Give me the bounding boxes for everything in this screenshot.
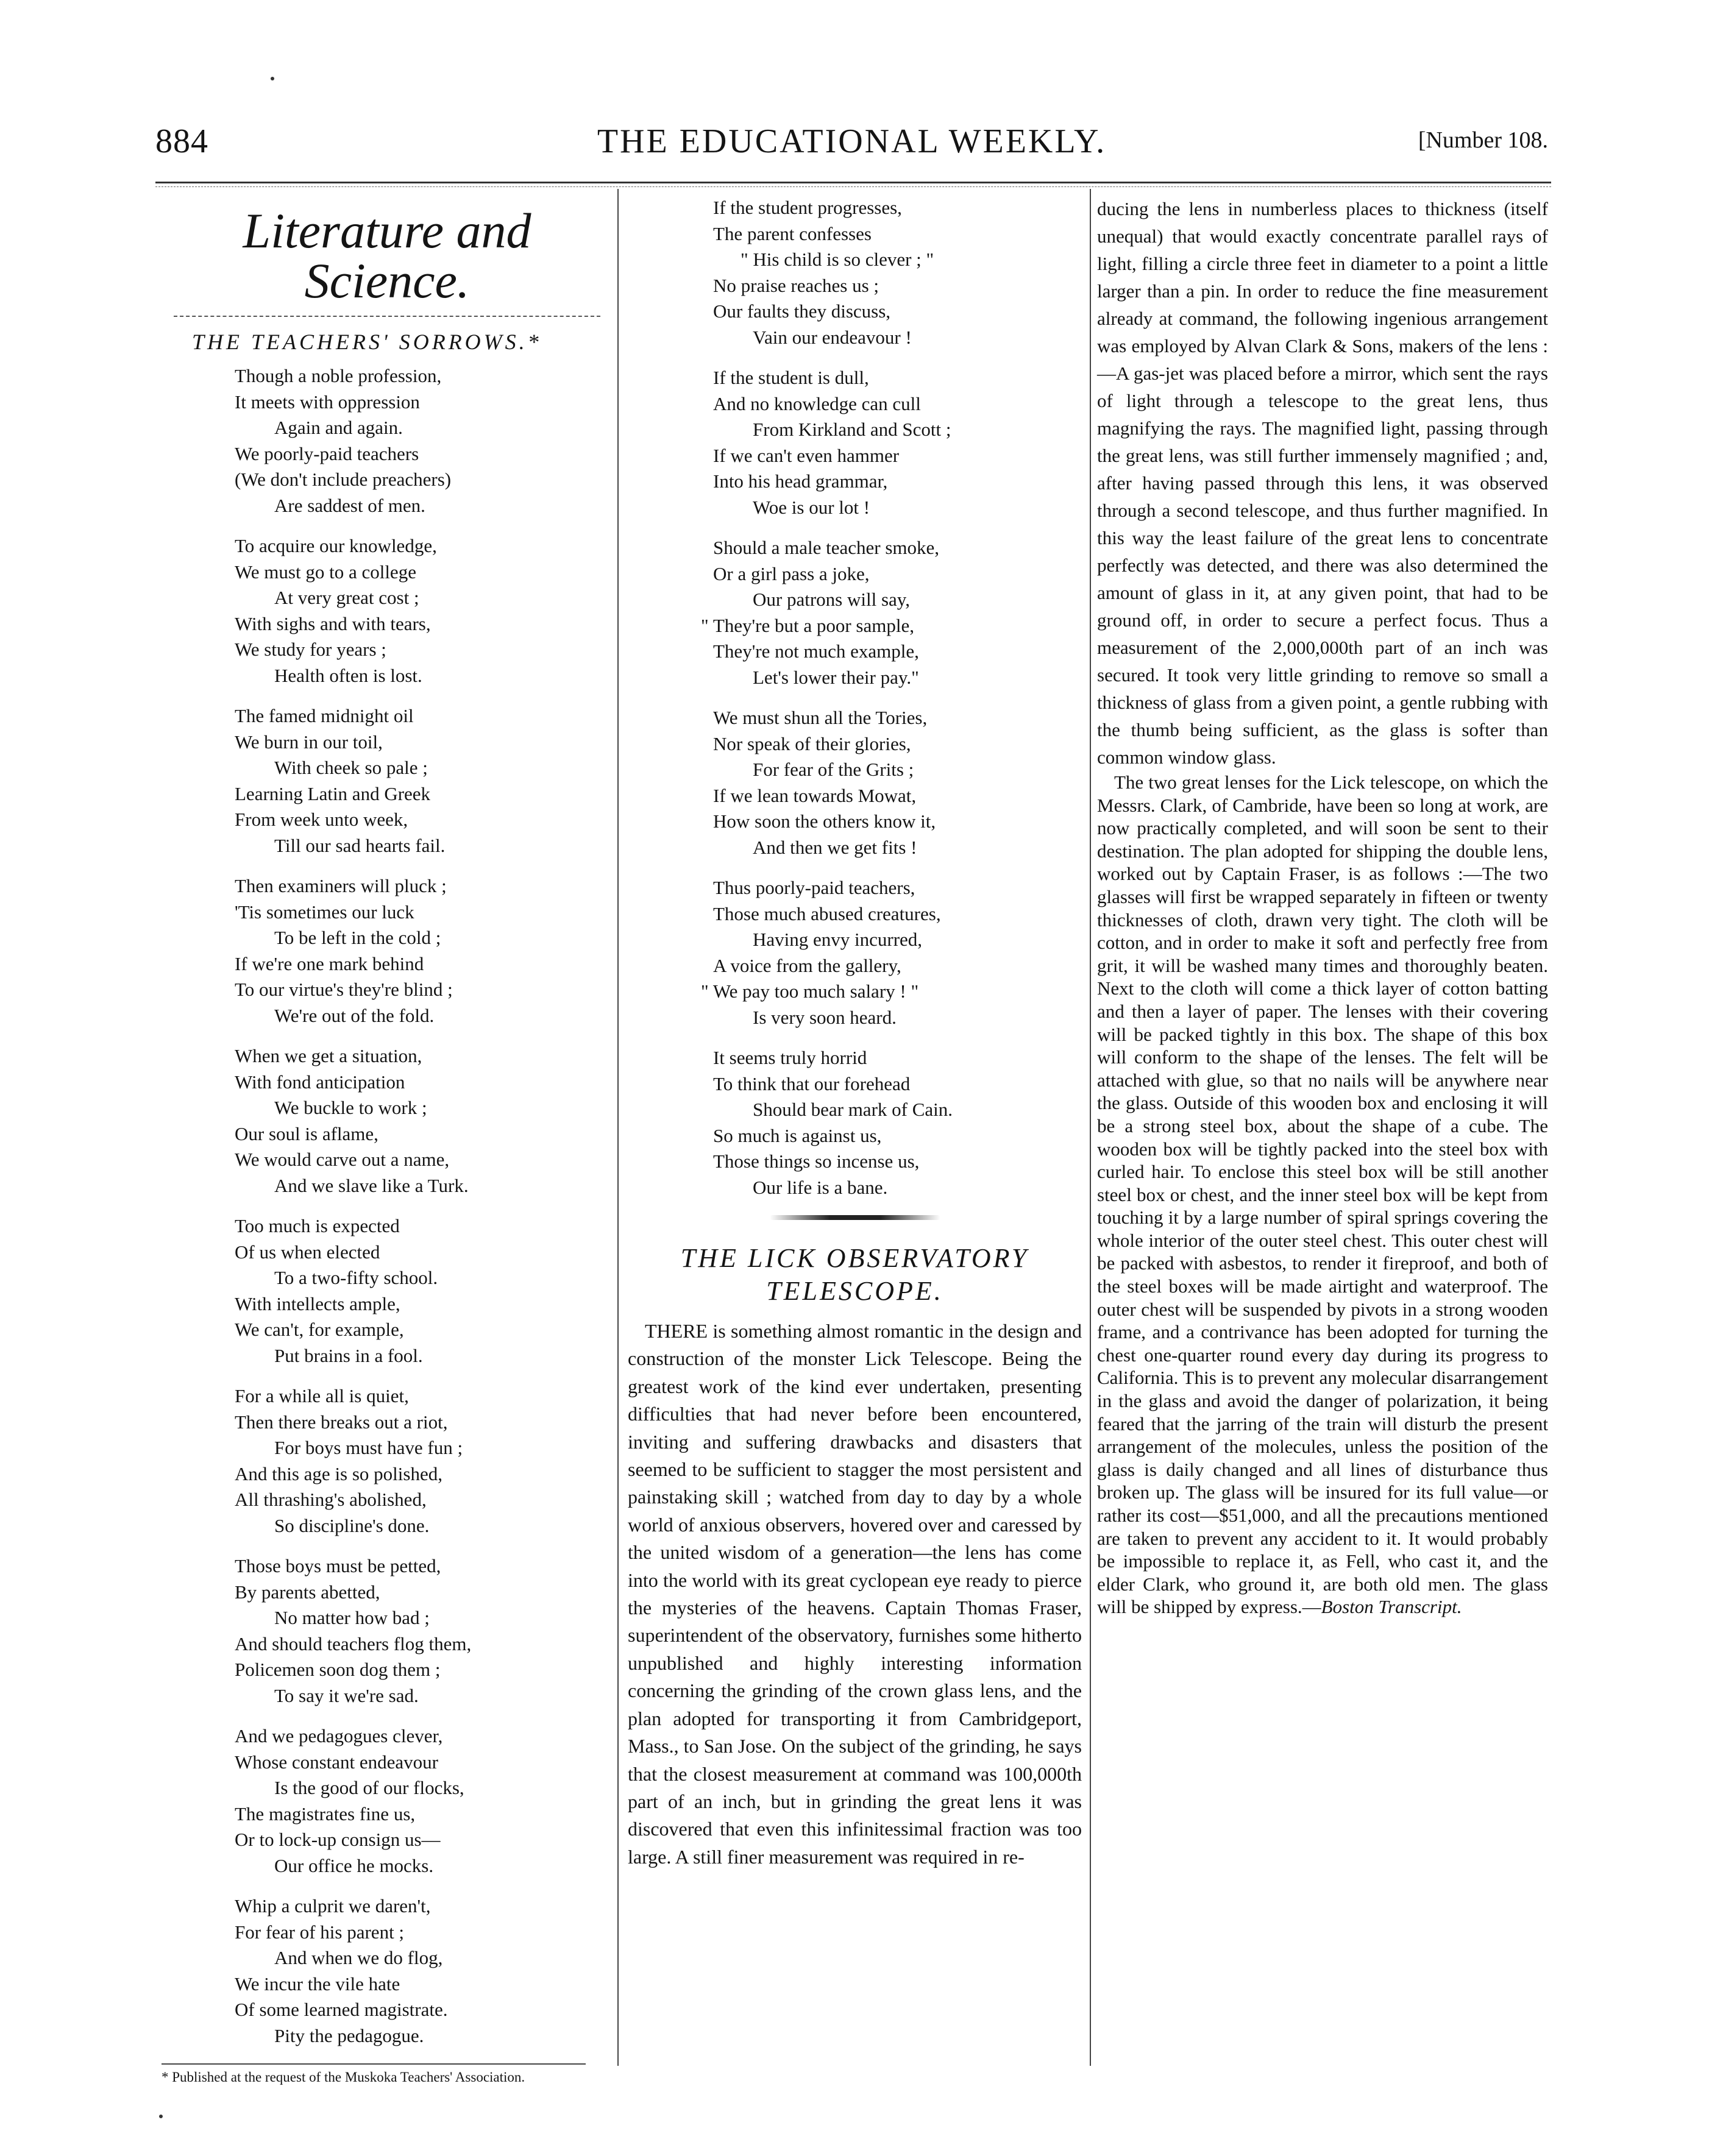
poem-line: Is very soon heard. <box>753 1006 897 1028</box>
poem-line: Our office he mocks. <box>274 1854 434 1876</box>
poem-line: Nor speak of their glories, <box>713 732 911 754</box>
publication-title: THE EDUCATIONAL WEEKLY. <box>597 122 1107 160</box>
poem-line: We poorly-paid teachers <box>235 442 419 464</box>
poem-line: And should teachers flog them, <box>235 1633 472 1654</box>
poem-line: If we can't even hammer <box>713 444 900 466</box>
poem-line: To acquire our knowledge, <box>235 535 437 556</box>
article-lead-word: THERE <box>645 1320 708 1342</box>
poem-line: " His child is so clever ; " <box>741 249 934 270</box>
footnote-rule <box>162 2063 586 2065</box>
poem-line: Having envy incurred, <box>753 929 923 950</box>
column-3 <box>1097 195 1548 1619</box>
poem-line: With cheek so pale ; <box>274 757 428 778</box>
header-rule-dashed <box>155 186 1551 187</box>
poem-line: Till our sad hearts fail. <box>274 834 446 856</box>
stray-mark-top <box>271 77 274 80</box>
poem-line: (We don't include preachers) <box>235 469 452 490</box>
poem-line: They're not much example, <box>713 640 919 662</box>
stanza <box>162 363 613 519</box>
poem-line: We're out of the fold. <box>274 1004 435 1026</box>
poem-line: Our soul is aflame, <box>235 1122 378 1144</box>
stray-mark-bottom <box>159 2115 163 2118</box>
stanza <box>628 875 1082 1030</box>
article-title: THE LICK OBSERVATORY TELESCOPE. <box>680 1243 1029 1306</box>
stanza <box>628 705 1082 860</box>
poem-line: And this age is so polished, <box>235 1463 442 1484</box>
poem-line: We burn in our toil, <box>235 731 383 753</box>
poem-line: Then there breaks out a riot, <box>235 1411 448 1433</box>
poem-line: The magistrates fine us, <box>235 1803 416 1824</box>
poem-line: To say it we're sad. <box>274 1684 419 1706</box>
poem-line: If we lean towards Mowat, <box>713 784 917 806</box>
poem-line: No matter how bad ; <box>274 1607 430 1628</box>
heading-rule <box>174 316 600 317</box>
poem-line: And we pedagogues clever, <box>235 1725 443 1746</box>
stanza <box>628 535 1082 690</box>
stanza <box>162 1383 613 1539</box>
poem-line: Whip a culprit we daren't, <box>235 1895 431 1917</box>
poem-line: Of us when elected <box>235 1241 380 1263</box>
poem-line: We must go to a college <box>235 561 416 583</box>
article-paragraph-1-text: is something almost romantic in the design and construction of the monster Lick Telescope. Being the greatest work of the kind ever undertaken, presenting difficulties that had never before been encountered, inviting and suffering drawbacks and disasters that seemed to be sufficient to stagger the most persistent and painstaking skill ; watched from day to day by a whole world of anxious observers, hovered over and caressed by the united wisdom of a generation—the lens has come into the world with its great cyclopean eye ready to pierce the mysteries of the heavens. Captain Thomas Fraser, superintendent of the observatory, furnishes some hitherto unpublished and highly interesting information concerning the grinding of the crown glass lens, and the plan adopted for transporting it from Cambridgeport, Mass., to San Jose. On the subject of the grinding, he says that the closest measurement at command was 100,000th part of an inch, but in grinding the great lens it was discovered that even this infinitessimal fraction was too large. A still finer measurement was required in re- <box>628 1320 1082 1868</box>
poem-line: We must shun all the Tories, <box>713 707 928 728</box>
article-paragraph-continued: ducing the lens in numberless places to thickness (itself unequal) that would exactly concentrate parallel rays of light, filling a circle three feet in diameter to a point a little larger than a pin. In order to reduce the fine measurement already at command, the following ingenious arrangement was employed by Alvan Clark & Sons, makers of the lens :—A gas-jet was placed before a mirror, which sent the rays of light through a telescope to the great lens, thus magnifying the rays. The magnified light, passing through the great lens, was still further immensely magnified ; and, after having passed through this lens, it was observed through a second telescope, and thus further magnified. In this way the least failure of the great lens to concentrate perfectly was detected, and there was also determined the amount of glass in it, at any given point, that had to be ground off, in order to secure a perfect focus. Thus a measurement of the 2,000,000th part of an inch was secured. It took very little grinding to remove so small a thickness of glass from a given point, a gentle rubbing with the thumb being sufficient, as the glass is softer than common window glass. <box>1097 198 1548 768</box>
poem-line: The parent confesses <box>713 222 872 244</box>
poem-line: And we slave like a Turk. <box>274 1174 469 1196</box>
poem-line: Though a noble profession, <box>235 365 442 386</box>
stanza <box>628 365 1082 520</box>
stanza <box>628 1045 1082 1200</box>
poem-line: With sighs and with tears, <box>235 612 431 634</box>
poem-line: Our faults they discuss, <box>713 300 891 322</box>
poem-line: We buckle to work ; <box>274 1097 427 1118</box>
poem-line: To be left in the cold ; <box>274 927 441 948</box>
poem-line: And when we do flog, <box>274 1947 443 1968</box>
section-ornament <box>770 1215 940 1220</box>
poem-line: From Kirkland and Scott ; <box>753 419 951 440</box>
article-paragraph-2-text: The two great lenses for the Lick telescope, on which the Messrs. Clark, of Cambride, have been so long at work, are now practically completed, and will soon be sent to their destination. The plan adopted for shipping the double lens, worked out by Captain Fraser, is as follows :—The two glasses will first be wrapped separately in fifteen or twenty thicknesses of cloth, drawn very tight. The cloth will be cotton, and in order to make it soft and perfectly free from grit, it will be washed many times and thoroughly beaten. Next to the cloth will come a thick layer of cotton batting and then a layer of paper. The lenses with their covering will be packed tightly in this box. The shape of this box will conform to the shape of the lenses. The felt will be attached with glue, so that no nails will be anywhere near the glass. Outside of this wooden box and enclosing it will be a strong steel box, about the shape of a cube. The wooden box will be tightly packed into the steel box with curled hair. To enclose this steel box will be still another steel box or chest, and the inner steel box will be kept from touching it by a large number of spiral springs covering the whole interior of the outer steel chest. This outer chest will be packed with asbestos, to render it fireproof, and both of the steel boxes will be made airtight and waterproof. The outer chest will be suspended by pivots in a strong wooden frame, and a contrivance has been adopted for turning the chest one-quarter round every day during its progress to California. This is to prevent any molecular disarrangement in the glass and avoid the danger of polarization, it being feared that the jarring of the train will disturb the present arrangement of the molecules, unless the position of the glass is daily changed and all lines of disturbance thus broken up. The glass will be insured for its full value—or rather its cost—$51,000, and all the precautions mentioned are taken to prevent any accident to it. It would probably be impossible to replace it, as Fell, who cast it, and the elder Clark, who ground it, are both old men. The glass will be shipped by express.— <box>1097 771 1548 1618</box>
poem-line: Whose constant endeavour <box>235 1751 438 1773</box>
header-rule <box>155 182 1551 183</box>
poem-line: Should a male teacher smoke, <box>713 537 940 558</box>
poem-line: Of some learned magistrate. <box>235 1999 448 2020</box>
article-paragraph-1 <box>628 1317 1082 1871</box>
poem-line: To a two-fifty school. <box>274 1267 438 1288</box>
poem-continuation <box>628 195 1082 1200</box>
footnote: * Published at the request of the Muskoka Teachers' Association. <box>162 2069 525 2085</box>
poem-line: Are saddest of men. <box>274 494 425 516</box>
poem-line: If we're one mark behind <box>235 952 424 974</box>
poem-line: How soon the others know it, <box>713 810 936 832</box>
poem-line: All thrashing's abolished, <box>235 1489 427 1510</box>
poem-line: We study for years ; <box>235 639 386 660</box>
page-header <box>155 122 1548 171</box>
poem-line: To think that our forehead <box>713 1073 911 1094</box>
poem-line: Our patrons will say, <box>753 589 911 610</box>
page-number: 884 <box>155 122 208 160</box>
poem-line: To our virtue's they're blind ; <box>235 979 453 1000</box>
poem-line: For boys must have fun ; <box>274 1437 463 1458</box>
poem-line: With intellects ample, <box>235 1293 400 1314</box>
poem-line: If the student progresses, <box>713 197 902 218</box>
poem-line: Or a girl pass a joke, <box>713 562 870 584</box>
poem-title: THE TEACHERS' SORROWS.* <box>192 330 542 354</box>
column-2 <box>628 195 1082 1871</box>
article-source: Boston Transcript. <box>1321 1596 1462 1618</box>
poem-line: With fond anticipation <box>235 1071 405 1093</box>
poem-line: Is the good of our flocks, <box>274 1777 464 1798</box>
poem-line: Our life is a bane. <box>753 1176 888 1198</box>
poem-line: We would carve out a name, <box>235 1149 450 1170</box>
poem-line: Pity the pedagogue. <box>274 2024 424 2046</box>
stanza <box>162 533 613 689</box>
stanza <box>162 873 613 1029</box>
stanza <box>628 195 1082 350</box>
poem-line: Into his head grammar, <box>713 470 888 492</box>
poem-line: At very great cost ; <box>274 587 419 608</box>
stanza <box>162 703 613 859</box>
poem-line: Those boys must be petted, <box>235 1555 441 1576</box>
column-divider-2 <box>1090 189 1091 2066</box>
poem-line: We incur the vile hate <box>235 1973 400 1995</box>
poem-line: Policemen soon dog them ; <box>235 1659 441 1680</box>
poem-line: A voice from the gallery, <box>713 954 901 976</box>
poem-line: By parents abetted, <box>235 1581 380 1603</box>
poem-line: Vain our endeavour ! <box>753 326 912 348</box>
poem-line: And no knowledge can cull <box>713 392 921 414</box>
column-divider-1 <box>617 189 619 2066</box>
poem-line: Those things so incense us, <box>713 1151 920 1172</box>
poem-line: Again and again. <box>274 417 403 438</box>
poem-teachers-sorrows <box>162 363 613 2049</box>
section-heading: Literature and Science. <box>243 203 531 308</box>
issue-number: [Number 108. <box>1418 127 1548 153</box>
poem-line: Let's lower their pay." <box>753 666 919 688</box>
poem-line: When we get a situation, <box>235 1045 422 1066</box>
poem-line: Or to lock-up consign us— <box>235 1829 441 1850</box>
poem-line: The famed midnight oil <box>235 705 414 726</box>
poem-line: For fear of the Grits ; <box>753 759 914 780</box>
poem-line: Then examiners will pluck ; <box>235 875 447 896</box>
poem-line: So discipline's done. <box>274 1514 430 1536</box>
poem-line: For a while all is quiet, <box>235 1385 409 1406</box>
stanza <box>162 1043 613 1199</box>
poem-line: Those much abused creatures, <box>713 902 941 924</box>
stanza <box>162 1553 613 1709</box>
poem-line: It meets with oppression <box>235 391 420 413</box>
poem-line: We can't, for example, <box>235 1319 404 1340</box>
poem-line: " We pay too much salary ! " <box>701 980 919 1002</box>
poem-line: For fear of his parent ; <box>235 1921 405 1943</box>
poem-line: Woe is our lot ! <box>753 496 870 518</box>
poem-line: From week unto week, <box>235 809 408 830</box>
poem-line: And then we get fits ! <box>753 836 917 858</box>
poem-line: Thus poorly-paid teachers, <box>713 877 915 898</box>
poem-line: No praise reaches us ; <box>713 274 879 296</box>
poem-line: " They're but a poor sample, <box>701 614 914 636</box>
stanza <box>162 1723 613 1879</box>
poem-line: If the student is dull, <box>713 367 869 388</box>
poem-line: Too much is expected <box>235 1215 400 1236</box>
column-1 <box>162 195 613 2085</box>
stanza <box>162 1213 613 1369</box>
poem-line: 'Tis sometimes our luck <box>235 901 414 923</box>
article-paragraph-2 <box>1097 771 1548 1619</box>
poem-line: It seems truly horrid <box>713 1047 867 1068</box>
stanza <box>162 1893 613 2049</box>
poem-line: Health often is lost. <box>274 664 422 686</box>
poem-line: Should bear mark of Cain. <box>753 1099 953 1120</box>
poem-line: Learning Latin and Greek <box>235 782 431 804</box>
poem-line: Put brains in a fool. <box>274 1344 423 1366</box>
poem-line: So much is against us, <box>713 1124 882 1146</box>
